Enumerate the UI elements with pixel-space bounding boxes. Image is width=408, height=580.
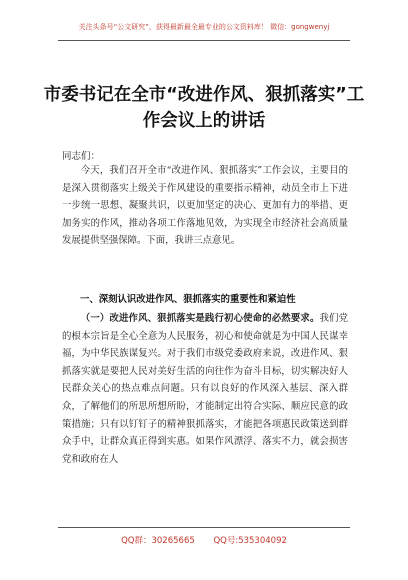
footer-divider [58, 527, 350, 528]
footer-contact [0, 534, 408, 546]
subsection-paragraph-1 [62, 310, 348, 468]
subsection-body: 我们党的根本宗旨是全心全意为人民服务，初心和使命就是为中国人民谋幸福，为中华民族谋复兴。对于我们市级党委政府来说，改进作风、狠抓落实就是要把人民对美好生活的向往作为奋斗目标，切实解决好人民群众关心的热点难点问题。只有以良好的作风深入基层、深入群众，了解他们的所思所想所盼，才能制定出符合实际、顺应民意的政策措施；只有以钉钉子的精神狠抓落实，才能把各项惠民政策送到群众手中，让群众真正得到实惠。如果作风漂浮、落实不力，就会损害党和政府在人 [62, 313, 348, 465]
footer-qq-group: QQ群：30265665 [121, 536, 195, 546]
subsection-lead: （一）改进作风、狠抓落实是践行初心使命的必然要求。 [80, 313, 320, 324]
salutation: 同志们： [62, 151, 101, 162]
header-watermark-note: 关注头条号“公文研究”，获得最新最全最专业的公文资料库！ 微信：gongwenyj [78, 23, 330, 31]
footer-qq-number: QQ号:535304092 [213, 536, 287, 546]
section-heading-1: 一、深刻认识改进作风、狠抓落实的重要性和紧迫性 [80, 294, 296, 305]
document-title: 市委书记在全市“改进作风、狠抓落实”工作会议上的讲话 [43, 85, 365, 131]
header-divider [58, 40, 350, 41]
intro-paragraph: 今天，我们召开全市“改进作风、狠抓落实”工作会议，主要目的是深入贯彻落实上级关于作风建设的重要指示精神，动员全市上下进一步统一思想、凝聚共识，以更加坚定的决心、更加有力的举措、更加务实的作风，推动各项工作落地见效，为实现全市经济社会高质量发展提供坚强保障。下面，我讲三点意见。 [62, 165, 348, 247]
